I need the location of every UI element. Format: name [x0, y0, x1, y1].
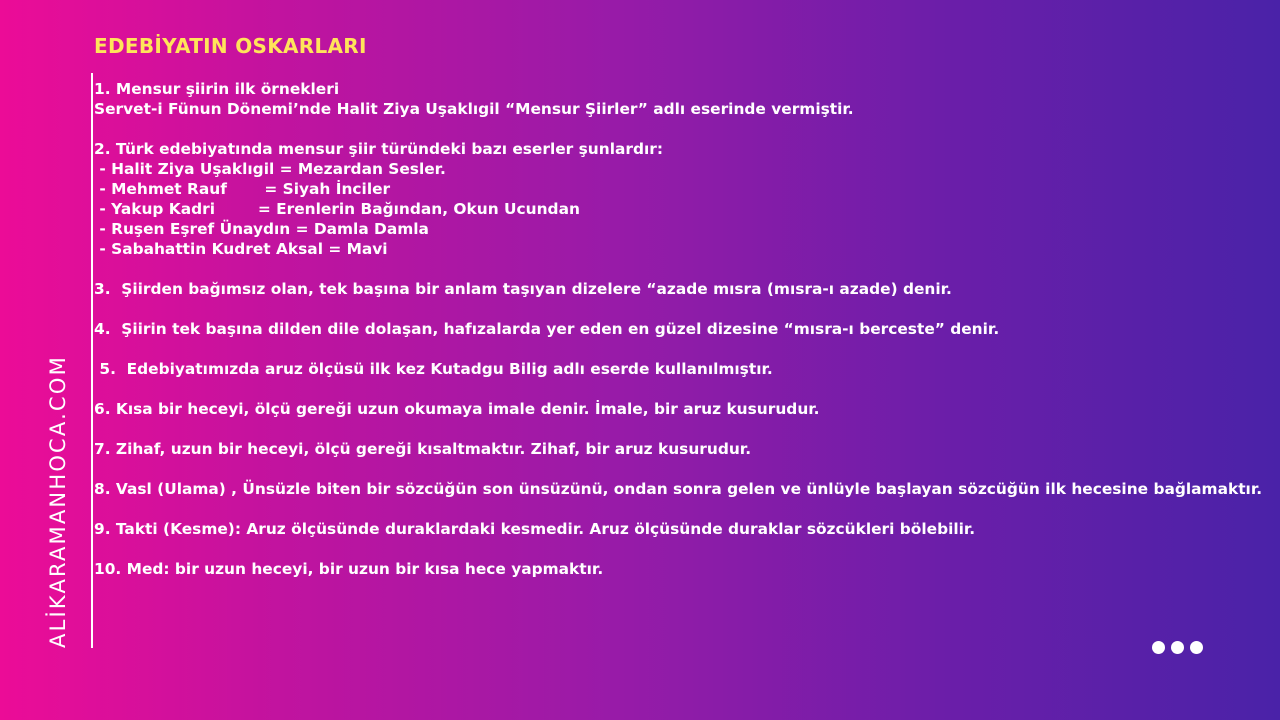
item-2-work-3: - Yakup Kadri = Erenlerin Bağından, Okun Ucundan [94, 200, 580, 218]
item-1-heading: 1. Mensur şiirin ilk örnekleri [94, 80, 340, 98]
vertical-divider [91, 73, 93, 648]
item-2-work-5: - Sabahattin Kudret Aksal = Mavi [94, 240, 388, 258]
dot-icon [1171, 641, 1184, 654]
item-2-work-2: - Mehmet Rauf = Siyah İnciler [94, 180, 391, 198]
item-2-heading: 2. Türk edebiyatında mensur şiir türündeki bazı eserler şunlardır: [94, 140, 663, 158]
item-9-text: 9. Takti (Kesme): Aruz ölçüsünde duraklardaki kesmedir. Aruz ölçüsünde duraklar sözcükleri bölebilir. [94, 520, 976, 538]
item-7-text: 7. Zihaf, uzun bir heceyi, ölçü gereği kısaltmaktır. Zihaf, bir aruz kusurudur. [94, 440, 752, 458]
item-1-text: Servet-i Fünun Dönemi’nde Halit Ziya Uşaklıgil “Mensur Şiirler” adlı eserinde vermiştir. [94, 100, 854, 118]
item-6-text: 6. Kısa bir heceyi, ölçü gereği uzun okumaya imale denir. İmale, bir aruz kusurudur. [94, 400, 820, 418]
item-10-text: 10. Med: bir uzun heceyi, bir uzun bir kısa hece yapmaktır. [94, 560, 604, 578]
item-8-text: 8. Vasl (Ulama) , Ünsüzle biten bir sözcüğün son ünsüzünü, ondan sonra gelen ve ünlüyle başlayan sözcüğün ilk hecesine bağlamaktır. [94, 480, 1263, 498]
more-dots-icon [1152, 641, 1203, 654]
item-3-text: 3. Şiirden bağımsız olan, tek başına bir anlam taşıyan dizelere “azade mısra (mısra-ı azade) denir. [94, 280, 952, 298]
item-5-text: 5. Edebiyatımızda aruz ölçüsü ilk kez Kutadgu Bilig adlı eserde kullanılmıştır. [94, 360, 773, 378]
website-watermark: ALİKARAMANHOCA.COM [46, 355, 70, 648]
item-2-work-4: - Ruşen Eşref Ünaydın = Damla Damla [94, 220, 429, 238]
item-4-text: 4. Şiirin tek başına dilden dile dolaşan, hafızalarda yer eden en güzel dizesine “mısra-ı berceste” denir. [94, 320, 1000, 338]
content-list [94, 79, 1264, 579]
page-title: EDEBİYATIN OSKARLARI [94, 34, 367, 58]
item-2-work-1: - Halit Ziya Uşaklıgil = Mezardan Sesler. [94, 160, 446, 178]
dot-icon [1152, 641, 1165, 654]
dot-icon [1190, 641, 1203, 654]
